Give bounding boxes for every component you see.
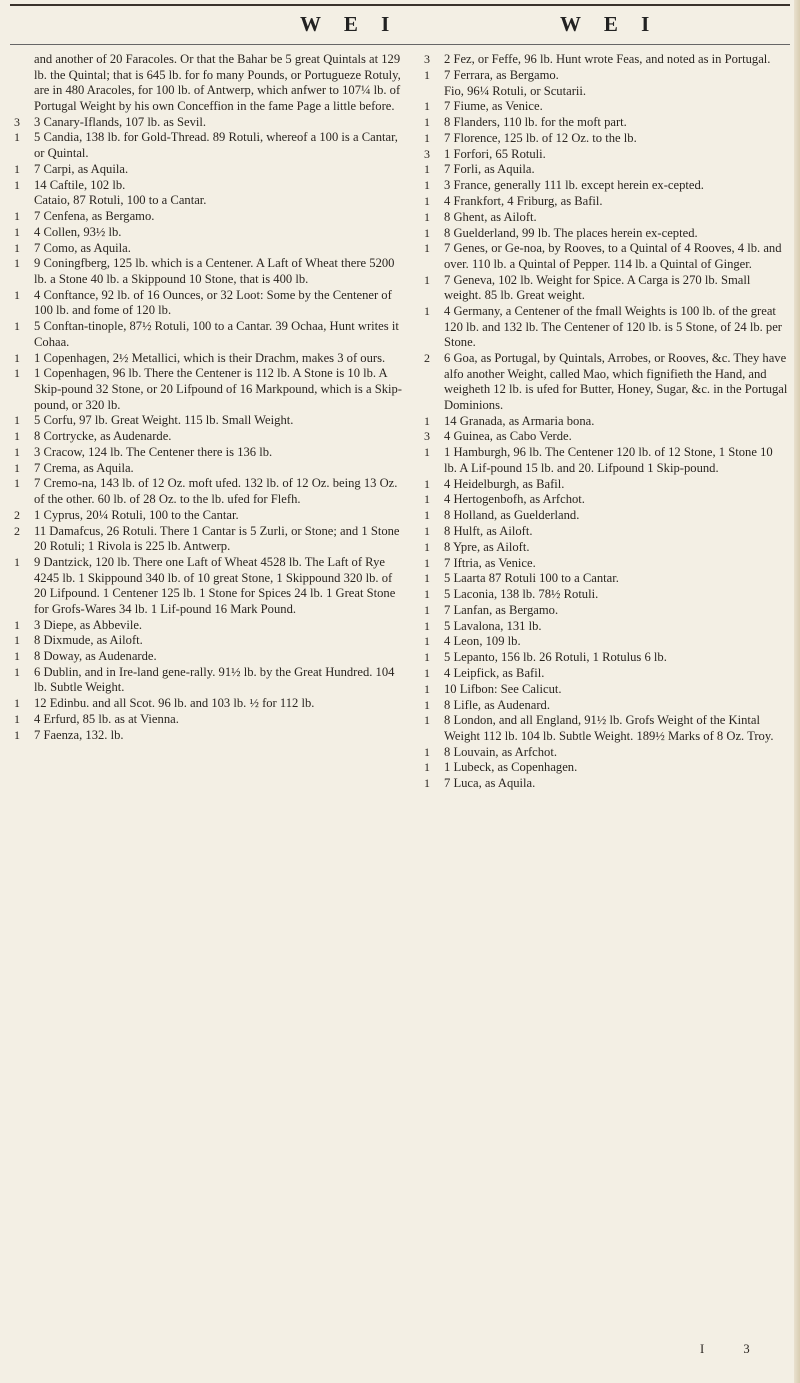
entry-text: 4 Germany, a Centener of the fmall Weights is 100 lb. of the great 120 lb. and 132 lb. The Centener of 120 lb. is 5 Stone, of 24 lb. per Stone. [444,304,783,350]
entry-marginal-number: 1 [14,429,20,444]
entry-row [8,524,402,555]
entry-row [418,147,788,163]
entry-marginal-number: 1 [14,554,20,569]
entry-text: 4 Hertogenbofh, as Arfchot. [444,492,585,507]
entry-row [8,508,402,524]
entry-text: 1 Cyprus, 20¼ Rotuli, 100 to the Cantar. [34,507,239,522]
entry-row [418,99,788,115]
entry-text: 7 Forli, as Aquila. [444,162,535,177]
entry-row [8,52,402,114]
entry-text: 7 Florence, 125 lb. of 12 Oz. to the lb. [444,130,637,145]
entry-row [8,256,402,287]
entry-text: 8 Lifle, as Audenard. [444,697,550,712]
entry-marginal-number: 1 [14,366,20,381]
entry-text: 8 Holland, as Guelderland. [444,508,580,523]
entry-text: 12 Edinbu. and all Scot. 96 lb. and 103 lb. ½ for 112 lb. [34,696,315,711]
entry-marginal-number: 1 [424,650,430,665]
entry-marginal-number: 1 [14,209,20,224]
right-column [418,52,788,792]
entry-row [8,445,402,461]
entry-text: 14 Caftile, 102 lb. [34,177,126,192]
entry-row [418,492,788,508]
entry-marginal-number: 1 [14,177,20,192]
entry-text: 7 Luca, as Aquila. [444,776,536,791]
entry-marginal-number: 3 [14,114,20,129]
entry-marginal-number: 1 [424,209,430,224]
entry-text: 1 Hamburgh, 96 lb. The Centener 120 lb. of 12 Stone, 1 Stone 10 lb. A Lif-pound 15 lb. and 20. Lifpound 1 Skip-pound. [444,445,773,475]
entry-marginal-number: 1 [14,287,20,302]
entry-text: 9 Coningfberg, 125 lb. which is a Centener. A Laft of Wheat there 5200 lb. a Stone 40 lb. a Skippound 10 Stone, that is 400 lb. [34,256,395,286]
entry-row [8,209,402,225]
entry-text: Fio, 96¼ Rotuli, or Scutarii. [444,83,587,98]
running-head-right: W E I [560,12,659,36]
entry-row [418,84,788,100]
entry-text: 10 Lifbon: See Calicut. [444,681,562,696]
entry-marginal-number: 3 [424,52,430,66]
entry-row [8,476,402,507]
entry-text: 5 Corfu, 97 lb. Great Weight. 115 lb. Small Weight. [34,413,294,428]
entry-text: 8 Dixmude, as Ailoft. [34,633,143,648]
entry-row [418,241,788,272]
entry-row [8,728,402,744]
entry-marginal-number: 1 [14,413,20,428]
entry-marginal-number: 1 [424,445,430,460]
entry-text: 1 Copenhagen, 2½ Metallici, which is their Drachm, makes 3 of ours. [34,350,386,365]
entry-text: 14 Granada, as Armaria bona. [444,413,595,428]
entry-text: 1 Lubeck, as Copenhagen. [444,760,578,775]
entry-marginal-number: 1 [14,130,20,145]
entry-row [8,225,402,241]
entry-text: 7 Lanfan, as Bergamo. [444,602,559,617]
entry-text: 3 France, generally 111 lb. except herein ex-cepted. [444,178,704,193]
entry-marginal-number: 1 [14,444,20,459]
entry-text: 3 Cracow, 124 lb. The Centener there is 136 lb. [34,444,273,459]
entry-row [418,477,788,493]
left-column [8,52,402,744]
entry-marginal-number: 1 [424,744,430,759]
entry-text: 7 Faenza, 132. lb. [34,727,124,742]
entry-marginal-number: 1 [424,492,430,507]
entry-text: 7 Iftria, as Venice. [444,555,536,570]
entry-row [8,429,402,445]
entry-text: 4 Leon, 109 lb. [444,634,521,649]
entry-text: 4 Leipfick, as Bafil. [444,665,545,680]
entry-marginal-number: 1 [424,115,430,130]
entry-text: 3 Diepe, as Abbevile. [34,617,143,632]
entry-marginal-number: 1 [14,649,20,664]
entry-marginal-number: 1 [424,602,430,617]
entry-row [8,461,402,477]
entry-marginal-number: 1 [424,162,430,177]
entry-row [8,241,402,257]
entry-marginal-number: 1 [424,760,430,775]
entry-text: 9 Dantzick, 120 lb. There one Laft of Wheat 4528 lb. The Laft of Rye 4245 lb. 1 Skippound 340 lb. of 10 great Stone, 1 Skippound 320 lb. of 20 Lifpound. 1 Centener 125 lb. 1 Stone for Spices 24 lb. 1 Great Stone for Grofs-Wares 34 lb. 1 Lif-pound 16 Mark Pound. [34,554,396,616]
entry-text: 8 Cortrycke, as Audenarde. [34,429,172,444]
entry-text: 8 Ypre, as Ailoft. [444,539,530,554]
running-head-left: W E I [300,12,399,36]
entry-text: 11 Damafcus, 26 Rotuli. There 1 Cantar is 5 Zurli, or Stone; and 1 Stone 20 Rotuli; 1 Rivola is 225 lb. Antwerp. [34,523,400,554]
entry-marginal-number: 1 [424,618,430,633]
entry-row [418,210,788,226]
entry-row [418,68,788,84]
entry-text: Cataio, 87 Rotuli, 100 to a Cantar. [34,193,207,208]
entry-marginal-number: 1 [14,319,20,334]
entry-marginal-number: 1 [424,99,430,114]
entry-text: 2 Fez, or Feffe, 96 lb. Hunt wrote Feas, and noted as in Portugal. [444,52,771,66]
entry-text: 6 Goa, as Portugal, by Quintals, Arrobes, or Rooves, &c. They have alfo another Weight, called Mao, which fignifieth the Hand, and weigheth 12 lb. is ufed for Butter, Honey, Sugar, &c. in the Portugal Dominions. [444,351,788,412]
entry-row [418,304,788,351]
entry-text: 8 Doway, as Audenarde. [34,649,157,664]
entry-text: 5 Candia, 138 lb. for Gold-Thread. 89 Rotuli, whereof a 100 is a Cantar, or Quintal. [34,130,398,160]
entry-text: 4 Frankfort, 4 Friburg, as Bafil. [444,194,603,209]
entry-row [418,571,788,587]
entry-marginal-number: 1 [424,523,430,538]
entry-row [418,713,788,744]
entry-row [418,540,788,556]
entry-marginal-number: 1 [424,413,430,428]
signature-mark: I 3 [700,1342,768,1356]
entry-marginal-number: 2 [14,523,20,538]
entry-row [418,556,788,572]
entry-marginal-number: 2 [424,351,430,366]
entry-text: 7 Carpi, as Aquila. [34,161,129,176]
entry-row [8,665,402,696]
entry-marginal-number: 1 [14,727,20,742]
entry-row [418,698,788,714]
entry-text: 8 Flanders, 110 lb. for the moft part. [444,115,627,130]
entry-text: 5 Conftan-tinople, 87½ Rotuli, 100 to a Cantar. 39 Ochaa, Hunt writes it Cohaa. [34,319,399,349]
entry-marginal-number: 1 [14,712,20,726]
entry-marginal-number: 1 [424,225,430,240]
entry-row [418,414,788,430]
entry-row [8,712,402,728]
entry-marginal-number: 1 [14,696,20,711]
entry-row [8,633,402,649]
entry-text: 5 Lepanto, 156 lb. 26 Rotuli, 1 Rotulus 6 lb. [444,650,667,665]
entry-marginal-number: 1 [424,634,430,649]
entry-row [8,555,402,617]
entry-row [418,776,788,792]
entry-text: 4 Erfurd, 85 lb. as at Vienna. [34,712,179,726]
entry-marginal-number: 1 [14,476,20,491]
entry-text: 7 Crema, as Aquila. [34,460,134,475]
entry-row [8,649,402,665]
entry-row [8,696,402,712]
entry-row [8,351,402,367]
entry-text: 5 Lavalona, 131 lb. [444,618,542,633]
entry-text: 4 Conftance, 92 lb. of 16 Ounces, or 32 Loot: Some by the Centener of 100 lb. and fome of 120 lb. [34,287,392,318]
entry-text: 7 Geneva, 102 lb. Weight for Spice. A Carga is 270 lb. Small weight. 85 lb. Great weight. [444,272,751,303]
entry-row [418,194,788,210]
entry-text: 7 Genes, or Ge-noa, by Rooves, to a Quintal of 4 Rooves, 4 lb. and over. 110 lb. a Quintal of Pepper. 114 lb. a Quintal of Ginger. [444,241,782,271]
entry-text: 4 Heidelburgh, as Bafil. [444,476,565,491]
entry-marginal-number: 1 [14,350,20,365]
entry-marginal-number: 1 [14,240,20,255]
entry-marginal-number: 1 [424,555,430,570]
entry-text: 6 Dublin, and in Ire-land gene-rally. 91½ lb. by the Great Hundred. 104 lb. Subtle Weight. [34,664,395,695]
entry-marginal-number: 1 [14,224,20,239]
entry-row [418,524,788,540]
entry-row [418,745,788,761]
entry-marginal-number: 1 [424,241,430,256]
entry-text: 8 Ghent, as Ailoft. [444,209,537,224]
entry-text: 1 Copenhagen, 96 lb. There the Centener is 112 lb. A Stone is 10 lb. A Skip-pound 32 Stone, or 20 Lifpound of 16 Markpound, which is a Skip-pound, or 320 lb. [34,366,402,412]
entry-row [418,115,788,131]
entry-text: 7 Ferrara, as Bergamo. [444,67,559,82]
entry-row [8,413,402,429]
entry-row [8,162,402,178]
entry-marginal-number: 1 [424,130,430,145]
entry-marginal-number: 1 [424,539,430,554]
entry-marginal-number: 1 [424,178,430,193]
entry-row [8,288,402,319]
entry-text: 7 Fiume, as Venice. [444,99,543,114]
entry-marginal-number: 1 [14,460,20,475]
entry-marginal-number: 1 [14,256,20,271]
entry-marginal-number: 3 [424,429,430,444]
entry-row [8,193,402,209]
entry-row [418,178,788,194]
entry-row [418,131,788,147]
entry-row [8,618,402,634]
entry-row [418,619,788,635]
entry-text: 4 Guinea, as Cabo Verde. [444,429,572,444]
entry-marginal-number: 1 [424,713,430,728]
entry-marginal-number: 1 [424,697,430,712]
entry-text: 7 Cenfena, as Bergamo. [34,209,155,224]
entry-text: 7 Como, as Aquila. [34,240,131,255]
entry-text: 3 Canary-Iflands, 107 lb. as Sevil. [34,114,207,129]
entry-row [8,130,402,161]
entry-row [418,162,788,178]
top-rule [10,4,790,6]
entry-text: 8 Guelderland, 99 lb. The places herein ex-cepted. [444,225,698,240]
entry-marginal-number: 1 [14,633,20,648]
entry-row [418,429,788,445]
entry-marginal-number: 3 [424,146,430,161]
entry-text: 8 London, and all England, 91½ lb. Grofs Weight of the Kintal Weight 112 lb. 104 lb. Subtle Weight. 189½ Marks of 8 Oz. Troy. [444,713,774,743]
entry-marginal-number: 1 [14,161,20,176]
entry-row [418,508,788,524]
entry-marginal-number: 1 [424,67,430,82]
entry-row [418,760,788,776]
entry-text: 5 Laconia, 138 lb. 78½ Rotuli. [444,587,599,602]
entry-row [418,666,788,682]
entry-text: 1 Forfori, 65 Rotuli. [444,146,546,161]
header-rule [10,44,790,45]
entry-marginal-number: 1 [424,665,430,680]
entry-marginal-number: 1 [14,617,20,632]
entry-row [418,351,788,413]
entry-row [418,273,788,304]
entry-marginal-number: 1 [424,476,430,491]
entry-marginal-number: 1 [424,508,430,523]
entry-row [418,603,788,619]
entry-marginal-number: 2 [14,507,20,522]
entry-text: and another of 20 Faracoles. Or that the Bahar be 5 great Quintals at 129 lb. the Quintal; that is 645 lb. for fo many Pounds, or Portugueze Rotuly, are in 480 Aracoles, for 100 lb. of Antwerp, which anfwer to 107¼ lb. of Portugal Weight by his own Conceffion in the fame Page a little before. [34,52,401,113]
entry-row [418,52,788,68]
entry-marginal-number: 1 [14,664,20,679]
entry-row [8,115,402,131]
entry-text: 5 Laarta 87 Rotuli 100 to a Cantar. [444,571,619,586]
entry-text: 8 Louvain, as Arfchot. [444,744,557,759]
entry-row [8,366,402,413]
entry-marginal-number: 1 [424,587,430,602]
entry-marginal-number: 1 [424,681,430,696]
entry-row [418,226,788,242]
entry-marginal-number: 1 [424,776,430,791]
entry-row [418,587,788,603]
entry-row [8,319,402,350]
entry-marginal-number: 1 [424,194,430,209]
page-edge [794,0,800,1383]
entry-marginal-number: 1 [424,304,430,319]
entry-text: 8 Hulft, as Ailoft. [444,523,533,538]
entry-row [418,682,788,698]
entry-row [8,178,402,194]
entry-row [418,634,788,650]
entry-row [418,445,788,476]
entry-text: 7 Cremo-na, 143 lb. of 12 Oz. moft ufed. 132 lb. of 12 Oz. being 13 Oz. of the other. 60 lb. of 28 Oz. to the lb. ufed for Flefh. [34,476,398,506]
entry-marginal-number: 1 [424,571,430,586]
entry-row [418,650,788,666]
entry-text: 4 Collen, 93½ lb. [34,224,122,239]
entry-marginal-number: 1 [424,272,430,287]
